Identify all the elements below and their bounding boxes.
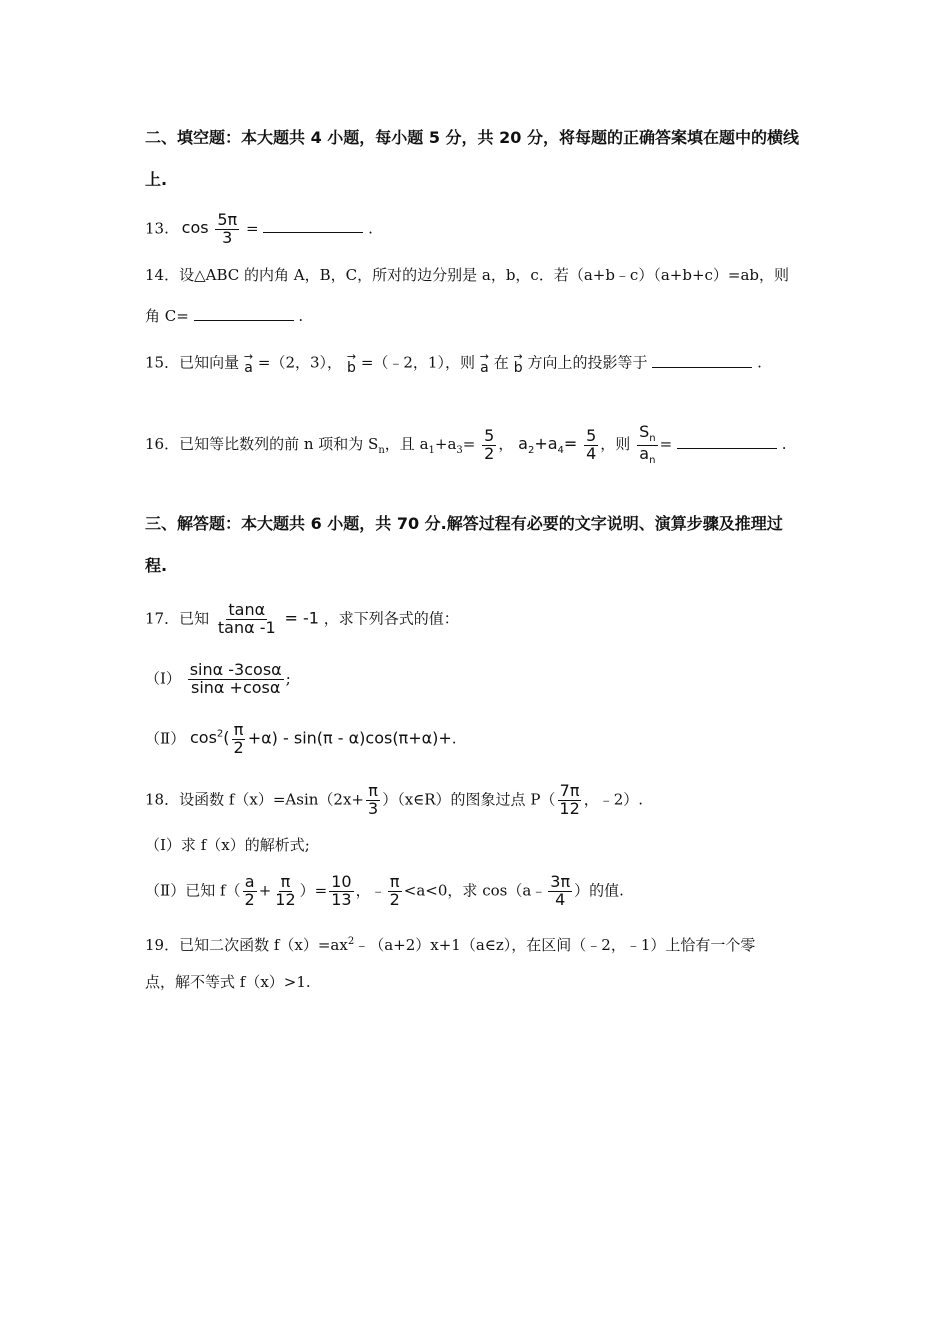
- q15-vector-b-ref: → b: [513, 350, 523, 376]
- q16-answer-blank[interactable]: [677, 434, 777, 449]
- q17-part1-fraction: [188, 662, 284, 697]
- section3-heading-line1: 三、解答题：本大题共 6 小题，共 70 分.解答过程有必要的文字说明、演算步骤及推理过: [145, 514, 783, 533]
- q13-frac-den: 3: [222, 227, 233, 247]
- vector-arrow-icon: →: [243, 350, 254, 363]
- section3-heading-line2: 程.: [145, 556, 168, 575]
- q18-part2-comma: ，﹣: [355, 881, 386, 900]
- q14-answer-blank[interactable]: [194, 306, 294, 321]
- section2-heading-line1: 二、填空题：本大题共 4 小题，每小题 5 分，共 20 分，将每题的正确答案填在题中的横线: [145, 128, 799, 147]
- q17-part2-fraction: $\frac{\pi}{2}$: [233, 720, 244, 757]
- q19-line1-b: ﹣（a+2）x+1（a∈z），在区间（﹣2，﹣1）上恰有一个零: [354, 936, 756, 954]
- q15-a-value: =（2，3），: [257, 353, 343, 372]
- q18-part2-eq: ）=: [299, 881, 328, 900]
- q18-part1: （Ⅰ）求 f（x）的解析式;: [145, 836, 310, 854]
- section2-heading-line2: 上.: [145, 170, 168, 189]
- vector-arrow-icon: →: [479, 350, 489, 363]
- q16-sub-1: 1: [428, 445, 435, 457]
- q15-b-value: =（﹣2，1），则: [360, 353, 475, 372]
- q17-tail: ，求下列各式的值：: [323, 609, 459, 628]
- q14-line2: [145, 306, 303, 326]
- q13-answer-blank[interactable]: [263, 218, 363, 233]
- q18-part2: [145, 874, 624, 909]
- q13-func: cos: [181, 218, 209, 238]
- q17-part1-end: ;: [285, 669, 291, 688]
- q17-fraction: [216, 602, 278, 637]
- q18-fraction-1: $\frac{\pi}{3}$: [368, 781, 379, 818]
- q18-part2-end: ）的值.: [574, 881, 624, 900]
- q16-sub-n: n: [378, 445, 385, 457]
- q18-start: 18．设函数 f（x）=Asin（2x+: [145, 790, 364, 809]
- q16-comma: ，: [498, 435, 514, 454]
- q19-line2: 点，解不等式 f（x）>1.: [145, 973, 311, 991]
- q17-part2-end: .: [451, 729, 457, 748]
- q15-vector-b: → b: [346, 350, 357, 376]
- q17-part1: [145, 662, 291, 697]
- q17-part2-expr-b: +α) - sin(π - α)cos(π+α)+: [247, 728, 452, 748]
- q18-part2-fraction-2: $\frac{\pi}{12}$: [275, 872, 296, 909]
- q16-fraction-3: $\frac{S_n}{a_n}$: [639, 422, 656, 466]
- q17-part1-num: sinα -3cosα: [189, 660, 282, 679]
- q15-vector-a: → a: [243, 350, 254, 376]
- q16-frac1-num: 5: [484, 425, 495, 445]
- q17-part2-expr: $\cos^2$(: [189, 728, 230, 748]
- question-13: [145, 212, 373, 247]
- q13-number: 13.: [145, 219, 169, 238]
- vector-arrow-icon: →: [513, 350, 523, 363]
- q16-eq1: =: [462, 435, 476, 454]
- q18-part2-range: <a<0，求 cos（a﹣: [403, 881, 547, 900]
- q16-plus: +a: [434, 435, 457, 454]
- q18-part2-plus: +: [258, 881, 272, 900]
- q14-line2-start: 角 C=: [145, 307, 189, 325]
- q16-frac2-den: 4: [586, 443, 597, 463]
- q18-part2-fraction-5: $\frac{3\pi}{4}$: [550, 872, 571, 909]
- q18-fraction-2: $\frac{7\pi}{12}$: [559, 781, 580, 818]
- q18-end: ，﹣2）.: [583, 790, 644, 809]
- q19-sup: 2: [347, 936, 355, 947]
- q16-start: 16．已知等比数列的前 n 项和为 S: [145, 435, 379, 454]
- q18-mid: ）（x∈R）的图象过点 P（: [382, 790, 556, 809]
- q16-a2-expr: $a_2+a_4=$: [518, 434, 578, 457]
- q17-start: 17．已知: [145, 609, 210, 628]
- question-16: [145, 424, 787, 466]
- q17-part1-label: （Ⅰ）: [145, 669, 181, 688]
- q13-end: .: [368, 219, 373, 238]
- q15-tail: 方向上的投影等于: [527, 353, 648, 372]
- q18-part2-fraction-3: $\frac{10}{13}$: [331, 872, 352, 909]
- question-15: [145, 352, 762, 375]
- q16-frac2-num: 5: [586, 425, 597, 445]
- q17-eq: = -1: [284, 608, 319, 628]
- q16-frac1-den: 2: [484, 443, 495, 463]
- q15-end: .: [757, 353, 762, 372]
- q19-line1-a: 19．已知二次函数 f（x）=ax: [145, 936, 348, 954]
- q17-frac-den: tanα -1: [217, 617, 276, 637]
- q19-line1: [145, 932, 755, 955]
- q17-frac-num: tanα: [228, 600, 266, 619]
- q18-part2-fraction-4: $\frac{\pi}{2}$: [389, 872, 400, 909]
- q16-then: ，则: [600, 435, 631, 454]
- q16-end: .: [781, 435, 787, 454]
- q13-eq: =: [245, 219, 259, 238]
- q14-line1: 14．设△ABC 的内角 A，B，C，所对的边分别是 a，b，c．若（a+b﹣c）（a+b+c）=ab，则: [145, 266, 790, 284]
- q16-mid: ，且 a: [384, 435, 429, 454]
- q16-fraction-2: [584, 425, 598, 463]
- q16-fraction-1: [482, 425, 496, 463]
- q16-sub-3: 3: [456, 445, 463, 457]
- q15-vector-a-ref: → a: [479, 350, 489, 376]
- q17-part1-den: sinα +cosα: [190, 677, 281, 697]
- question-18: [145, 783, 643, 818]
- q17-part2-label: （Ⅱ）: [145, 729, 186, 748]
- q16-eq3: =: [659, 435, 673, 454]
- vector-arrow-icon: →: [346, 350, 357, 363]
- q13-fraction: [215, 212, 239, 247]
- q13-frac-num: 5π: [217, 210, 238, 229]
- q18-part2-fraction-1: $\frac{a}{2}$: [244, 872, 255, 909]
- q17-part2: [145, 722, 457, 757]
- q15-start: 15．已知向量: [145, 353, 240, 372]
- q18-part2-start: （Ⅱ）已知 f（: [145, 881, 241, 900]
- question-17: [145, 602, 459, 637]
- q15-in: 在: [493, 353, 509, 372]
- q15-answer-blank[interactable]: [652, 353, 752, 368]
- q14-end: .: [298, 307, 304, 325]
